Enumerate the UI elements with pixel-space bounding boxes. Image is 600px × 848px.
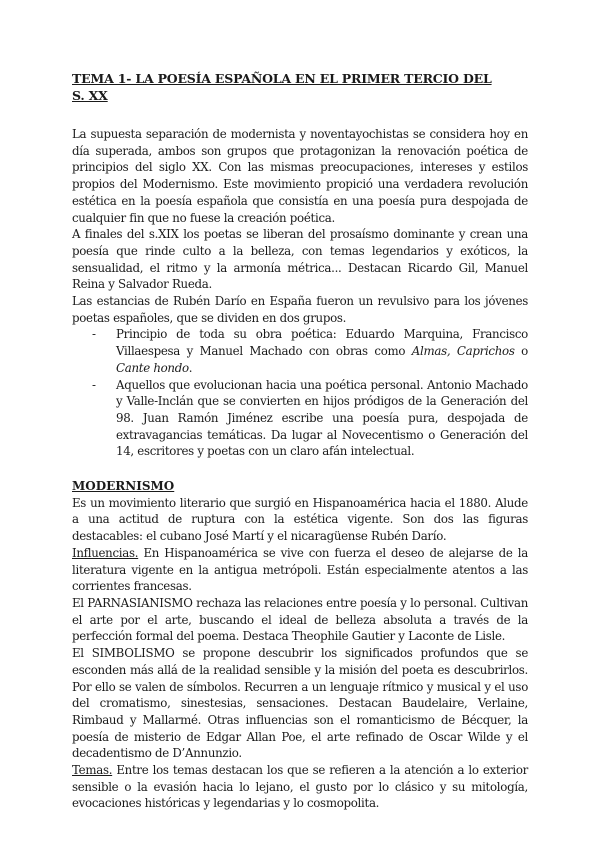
temas-text: Entre los temas destacan los que se refieren a la atención a lo exterior sensible o la evasión hacia lo lejano, el gusto por lo clásico y su mitología, evocaciones históricas y legendarias y lo cosmopolita. xyxy=(72,763,528,811)
list-item-text: Principio de toda su obra poética: Eduardo Marquina, Francisco Villaespesa y Manuel Machado con obras como xyxy=(116,327,528,359)
influencias-label: Influencias. xyxy=(72,545,139,560)
list-item: - Aquellos que evolucionan hacia una poética personal. Antonio Machado y Valle-Inclán que se convierten en hijos pródigos de la Generación del 98. Juan Ramón Jiménez escribe una poesía pura, despojada de extravagancias temáticas. Da lugar al Novecentismo o Generación del 14, escritores y poetas con un claro afán intelectual. xyxy=(116,377,528,461)
temas-label: Temas. xyxy=(72,763,113,778)
list-item xyxy=(116,326,528,376)
influencias-paragraph xyxy=(72,545,528,595)
end-punctuation: . xyxy=(188,360,193,375)
section-heading-modernismo: MODERNISMO xyxy=(72,479,175,494)
modernismo-paragraph-1: Es un movimiento literario que surgió en Hispanoamérica hacia el 1880. Alude a una actitud de ruptura con la estética vigente. Son dos las figuras destacables: el cubano José Martí y el nicaragüense Rubén Darío. xyxy=(72,495,528,544)
parnasianismo-paragraph: El PARNASIANISMO rechaza las relaciones entre poesía y lo personal. Cultivan el arte por el arte, buscando el ideal de belleza absoluta a través de la perfección formal del poema. Destaca Theophile Gautier y Laconte de Lisle. xyxy=(72,595,528,644)
work-title: Almas, Caprichos xyxy=(411,344,515,359)
groups-list xyxy=(72,326,528,460)
connector-text: o xyxy=(514,344,528,359)
temas-paragraph xyxy=(72,762,528,812)
document-title: TEMA 1- LA POESÍA ESPAÑOLA EN EL PRIMER TERCIO DEL S. XX xyxy=(72,71,492,103)
intro-paragraph-2: A finales del s.XIX los poetas se liberan del prosaísmo dominante y crean una poesía que rinde culto a la belleza, con temas legendarios y exóticos, la sensualidad, el ritmo y la armonía métrica... Destacan Ricardo Gil, Manuel Reina y Salvador Rueda. xyxy=(72,227,528,292)
simbolismo-paragraph: El SIMBOLISMO se propone descubrir los significados profundos que se esconden más allá de la realidad sensible y la misión del poeta es descubrirlos. Por ello se valen de símbolos. Recurren a un lenguaje rítmico y musical y el uso del cromatismo, sinestesias, sensaciones. Destacan Baudelaire, Verlaine, Rimbaud y Mallarmé. Otras influencias son el romanticismo de Bécquer, la poesía de misterio de Edgar Allan Poe, el arte refinado de Oscar Wilde y el decadentismo de D’Annunzio. xyxy=(72,646,528,761)
intro-paragraph-1: La supuesta separación de modernista y noventayochistas se considera hoy en día superada, ambos son grupos que protagonizan la renovación poética de principios del siglo XX. Con las mismas preocupaciones, intereses y estilos propios del Modernismo. Este movimiento propició una verdadera revolución estética en la poesía española que consistía en una poesía pura despojada de cualquier fin que no fuese la creación poética. xyxy=(72,127,528,225)
influencias-text: En Hispanoamérica se vive con fuerza el deseo de alejarse de la literatura vigente en la antigua metrópoli. Están especialmente atentos a las corrientes francesas. xyxy=(72,545,528,594)
intro-paragraph-3: Las estancias de Rubén Darío en España fueron un revulsivo para los jóvenes poetas españoles, que se dividen en dos grupos. xyxy=(72,294,528,325)
work-title: Cante hondo xyxy=(116,360,189,375)
